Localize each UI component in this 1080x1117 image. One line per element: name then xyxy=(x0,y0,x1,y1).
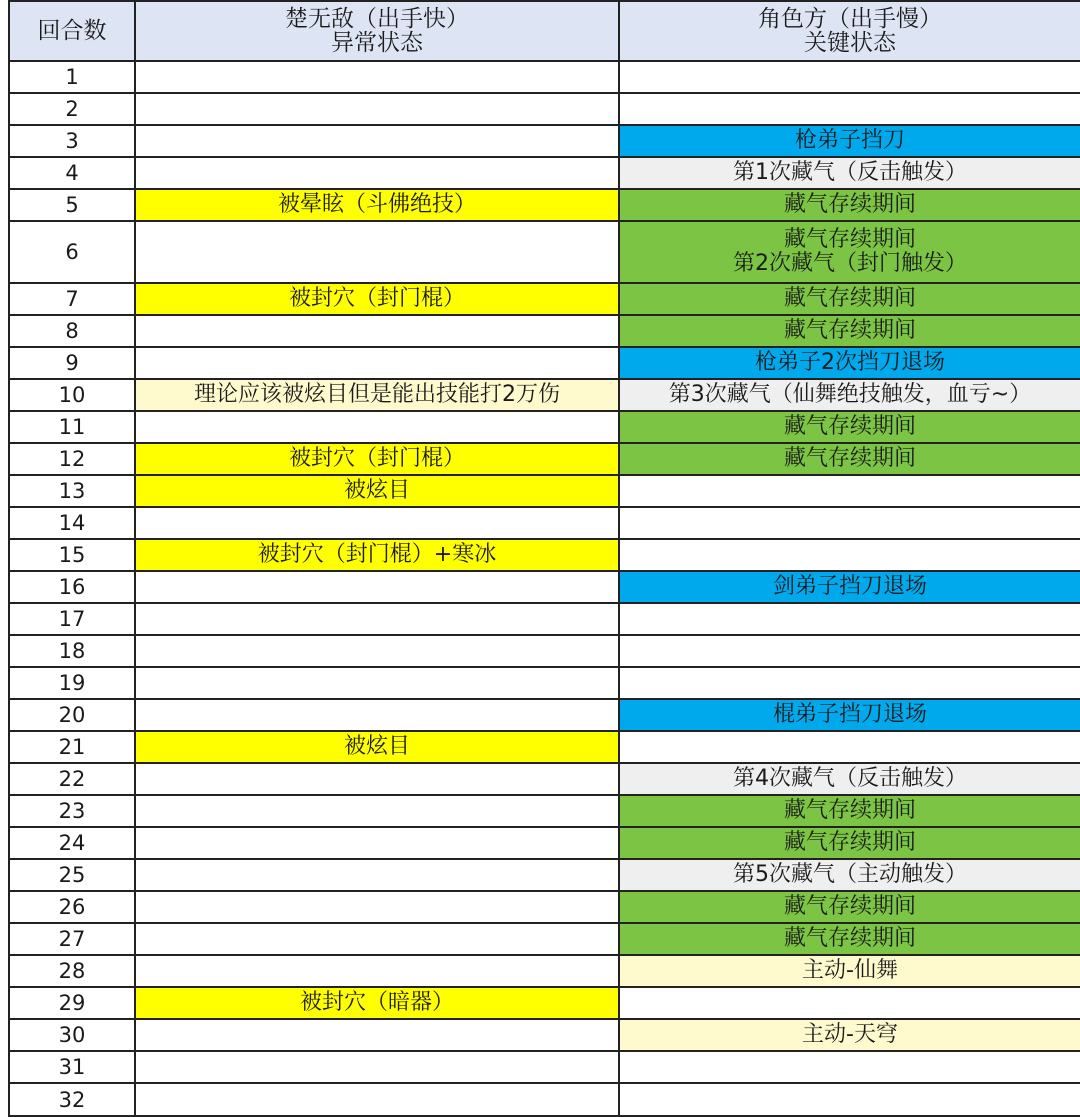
round-cell[interactable]: 4 xyxy=(10,158,136,190)
round-cell[interactable]: 9 xyxy=(10,348,136,380)
player-status-cell[interactable] xyxy=(620,668,1080,700)
enemy-status-cell[interactable] xyxy=(136,796,620,828)
round-cell[interactable]: 17 xyxy=(10,604,136,636)
player-status-cell[interactable]: 藏气存续期间 xyxy=(620,924,1080,956)
enemy-status-cell[interactable] xyxy=(136,604,620,636)
player-status-cell[interactable] xyxy=(620,1084,1080,1117)
enemy-status-cell[interactable] xyxy=(136,700,620,732)
enemy-status-cell[interactable] xyxy=(136,1052,620,1084)
enemy-status-cell[interactable] xyxy=(136,828,620,860)
player-status-cell[interactable]: 枪弟子2次挡刀退场 xyxy=(620,348,1080,380)
player-status-cell[interactable]: 藏气存续期间 xyxy=(620,796,1080,828)
enemy-status-cell[interactable] xyxy=(136,956,620,988)
player-status-cell[interactable]: 藏气存续期间 xyxy=(620,444,1080,476)
enemy-status-cell[interactable]: 被封穴（封门棍） xyxy=(136,444,620,476)
round-cell[interactable]: 21 xyxy=(10,732,136,764)
enemy-status-cell[interactable] xyxy=(136,892,620,924)
round-cell[interactable]: 10 xyxy=(10,380,136,412)
enemy-status-cell[interactable]: 被封穴（封门棍） xyxy=(136,284,620,316)
round-cell[interactable]: 27 xyxy=(10,924,136,956)
round-cell[interactable]: 2 xyxy=(10,94,136,126)
header-round[interactable]: 回合数 xyxy=(10,2,136,62)
enemy-status-cell[interactable] xyxy=(136,126,620,158)
enemy-status-cell[interactable] xyxy=(136,62,620,94)
player-status-cell[interactable]: 藏气存续期间 xyxy=(620,828,1080,860)
enemy-status-cell[interactable] xyxy=(136,572,620,604)
round-cell[interactable]: 3 xyxy=(10,126,136,158)
round-cell[interactable]: 13 xyxy=(10,476,136,508)
enemy-status-cell[interactable] xyxy=(136,764,620,796)
round-cell[interactable]: 28 xyxy=(10,956,136,988)
enemy-status-cell[interactable]: 理论应该被炫目但是能出技能打2万伤 xyxy=(136,380,620,412)
battle-table xyxy=(8,0,1080,1117)
enemy-status-cell[interactable] xyxy=(136,222,620,284)
round-cell[interactable]: 1 xyxy=(10,62,136,94)
player-status-cell[interactable]: 棍弟子挡刀退场 xyxy=(620,700,1080,732)
round-cell[interactable]: 18 xyxy=(10,636,136,668)
round-cell[interactable]: 6 xyxy=(10,222,136,284)
enemy-status-cell[interactable] xyxy=(136,668,620,700)
player-status-cell[interactable]: 藏气存续期间 xyxy=(620,892,1080,924)
player-status-cell[interactable]: 第1次藏气（反击触发） xyxy=(620,158,1080,190)
round-cell[interactable]: 12 xyxy=(10,444,136,476)
round-cell[interactable]: 26 xyxy=(10,892,136,924)
enemy-status-cell[interactable] xyxy=(136,924,620,956)
round-cell[interactable]: 22 xyxy=(10,764,136,796)
enemy-status-cell[interactable] xyxy=(136,1084,620,1117)
player-status-cell[interactable] xyxy=(620,988,1080,1020)
round-cell[interactable]: 25 xyxy=(10,860,136,892)
player-status-cell[interactable]: 藏气存续期间 xyxy=(620,316,1080,348)
round-cell[interactable]: 14 xyxy=(10,508,136,540)
player-status-cell[interactable] xyxy=(620,636,1080,668)
enemy-status-cell[interactable]: 被晕眩（斗佛绝技） xyxy=(136,190,620,222)
enemy-status-cell[interactable] xyxy=(136,316,620,348)
enemy-status-cell[interactable] xyxy=(136,94,620,126)
player-status-cell[interactable]: 枪弟子挡刀 xyxy=(620,126,1080,158)
player-status-cell[interactable]: 剑弟子挡刀退场 xyxy=(620,572,1080,604)
player-status-cell[interactable]: 藏气存续期间 xyxy=(620,284,1080,316)
player-status-cell[interactable] xyxy=(620,508,1080,540)
round-cell[interactable]: 11 xyxy=(10,412,136,444)
round-cell[interactable]: 7 xyxy=(10,284,136,316)
player-status-cell[interactable] xyxy=(620,604,1080,636)
enemy-status-cell[interactable]: 被封穴（封门棍）+寒冰 xyxy=(136,540,620,572)
player-status-cell[interactable] xyxy=(620,476,1080,508)
round-cell[interactable]: 29 xyxy=(10,988,136,1020)
round-cell[interactable]: 8 xyxy=(10,316,136,348)
player-status-cell[interactable] xyxy=(620,732,1080,764)
round-cell[interactable]: 20 xyxy=(10,700,136,732)
enemy-status-cell[interactable]: 被封穴（暗器） xyxy=(136,988,620,1020)
enemy-status-cell[interactable]: 被炫目 xyxy=(136,476,620,508)
round-cell[interactable]: 5 xyxy=(10,190,136,222)
round-cell[interactable]: 30 xyxy=(10,1020,136,1052)
player-status-cell[interactable]: 第3次藏气（仙舞绝技触发，血亏~） xyxy=(620,380,1080,412)
player-status-cell[interactable]: 主动-仙舞 xyxy=(620,956,1080,988)
enemy-status-cell[interactable] xyxy=(136,860,620,892)
player-status-cell[interactable]: 藏气存续期间 第2次藏气（封门触发） xyxy=(620,222,1080,284)
player-status-cell[interactable] xyxy=(620,94,1080,126)
player-status-cell[interactable]: 第4次藏气（反击触发） xyxy=(620,764,1080,796)
header-player[interactable]: 角色方（出手慢） 关键状态 xyxy=(620,2,1080,62)
round-cell[interactable]: 16 xyxy=(10,572,136,604)
header-enemy[interactable]: 楚无敌（出手快） 异常状态 xyxy=(136,2,620,62)
round-cell[interactable]: 15 xyxy=(10,540,136,572)
round-cell[interactable]: 32 xyxy=(10,1084,136,1117)
enemy-status-cell[interactable] xyxy=(136,636,620,668)
round-cell[interactable]: 19 xyxy=(10,668,136,700)
enemy-status-cell[interactable] xyxy=(136,412,620,444)
player-status-cell[interactable]: 主动-天穹 xyxy=(620,1020,1080,1052)
enemy-status-cell[interactable] xyxy=(136,1020,620,1052)
round-cell[interactable]: 31 xyxy=(10,1052,136,1084)
enemy-status-cell[interactable] xyxy=(136,158,620,190)
player-status-cell[interactable] xyxy=(620,540,1080,572)
player-status-cell[interactable] xyxy=(620,1052,1080,1084)
round-cell[interactable]: 23 xyxy=(10,796,136,828)
player-status-cell[interactable]: 藏气存续期间 xyxy=(620,412,1080,444)
enemy-status-cell[interactable] xyxy=(136,508,620,540)
enemy-status-cell[interactable]: 被炫目 xyxy=(136,732,620,764)
round-cell[interactable]: 24 xyxy=(10,828,136,860)
player-status-cell[interactable]: 藏气存续期间 xyxy=(620,190,1080,222)
player-status-cell[interactable] xyxy=(620,62,1080,94)
player-status-cell[interactable]: 第5次藏气（主动触发） xyxy=(620,860,1080,892)
enemy-status-cell[interactable] xyxy=(136,348,620,380)
